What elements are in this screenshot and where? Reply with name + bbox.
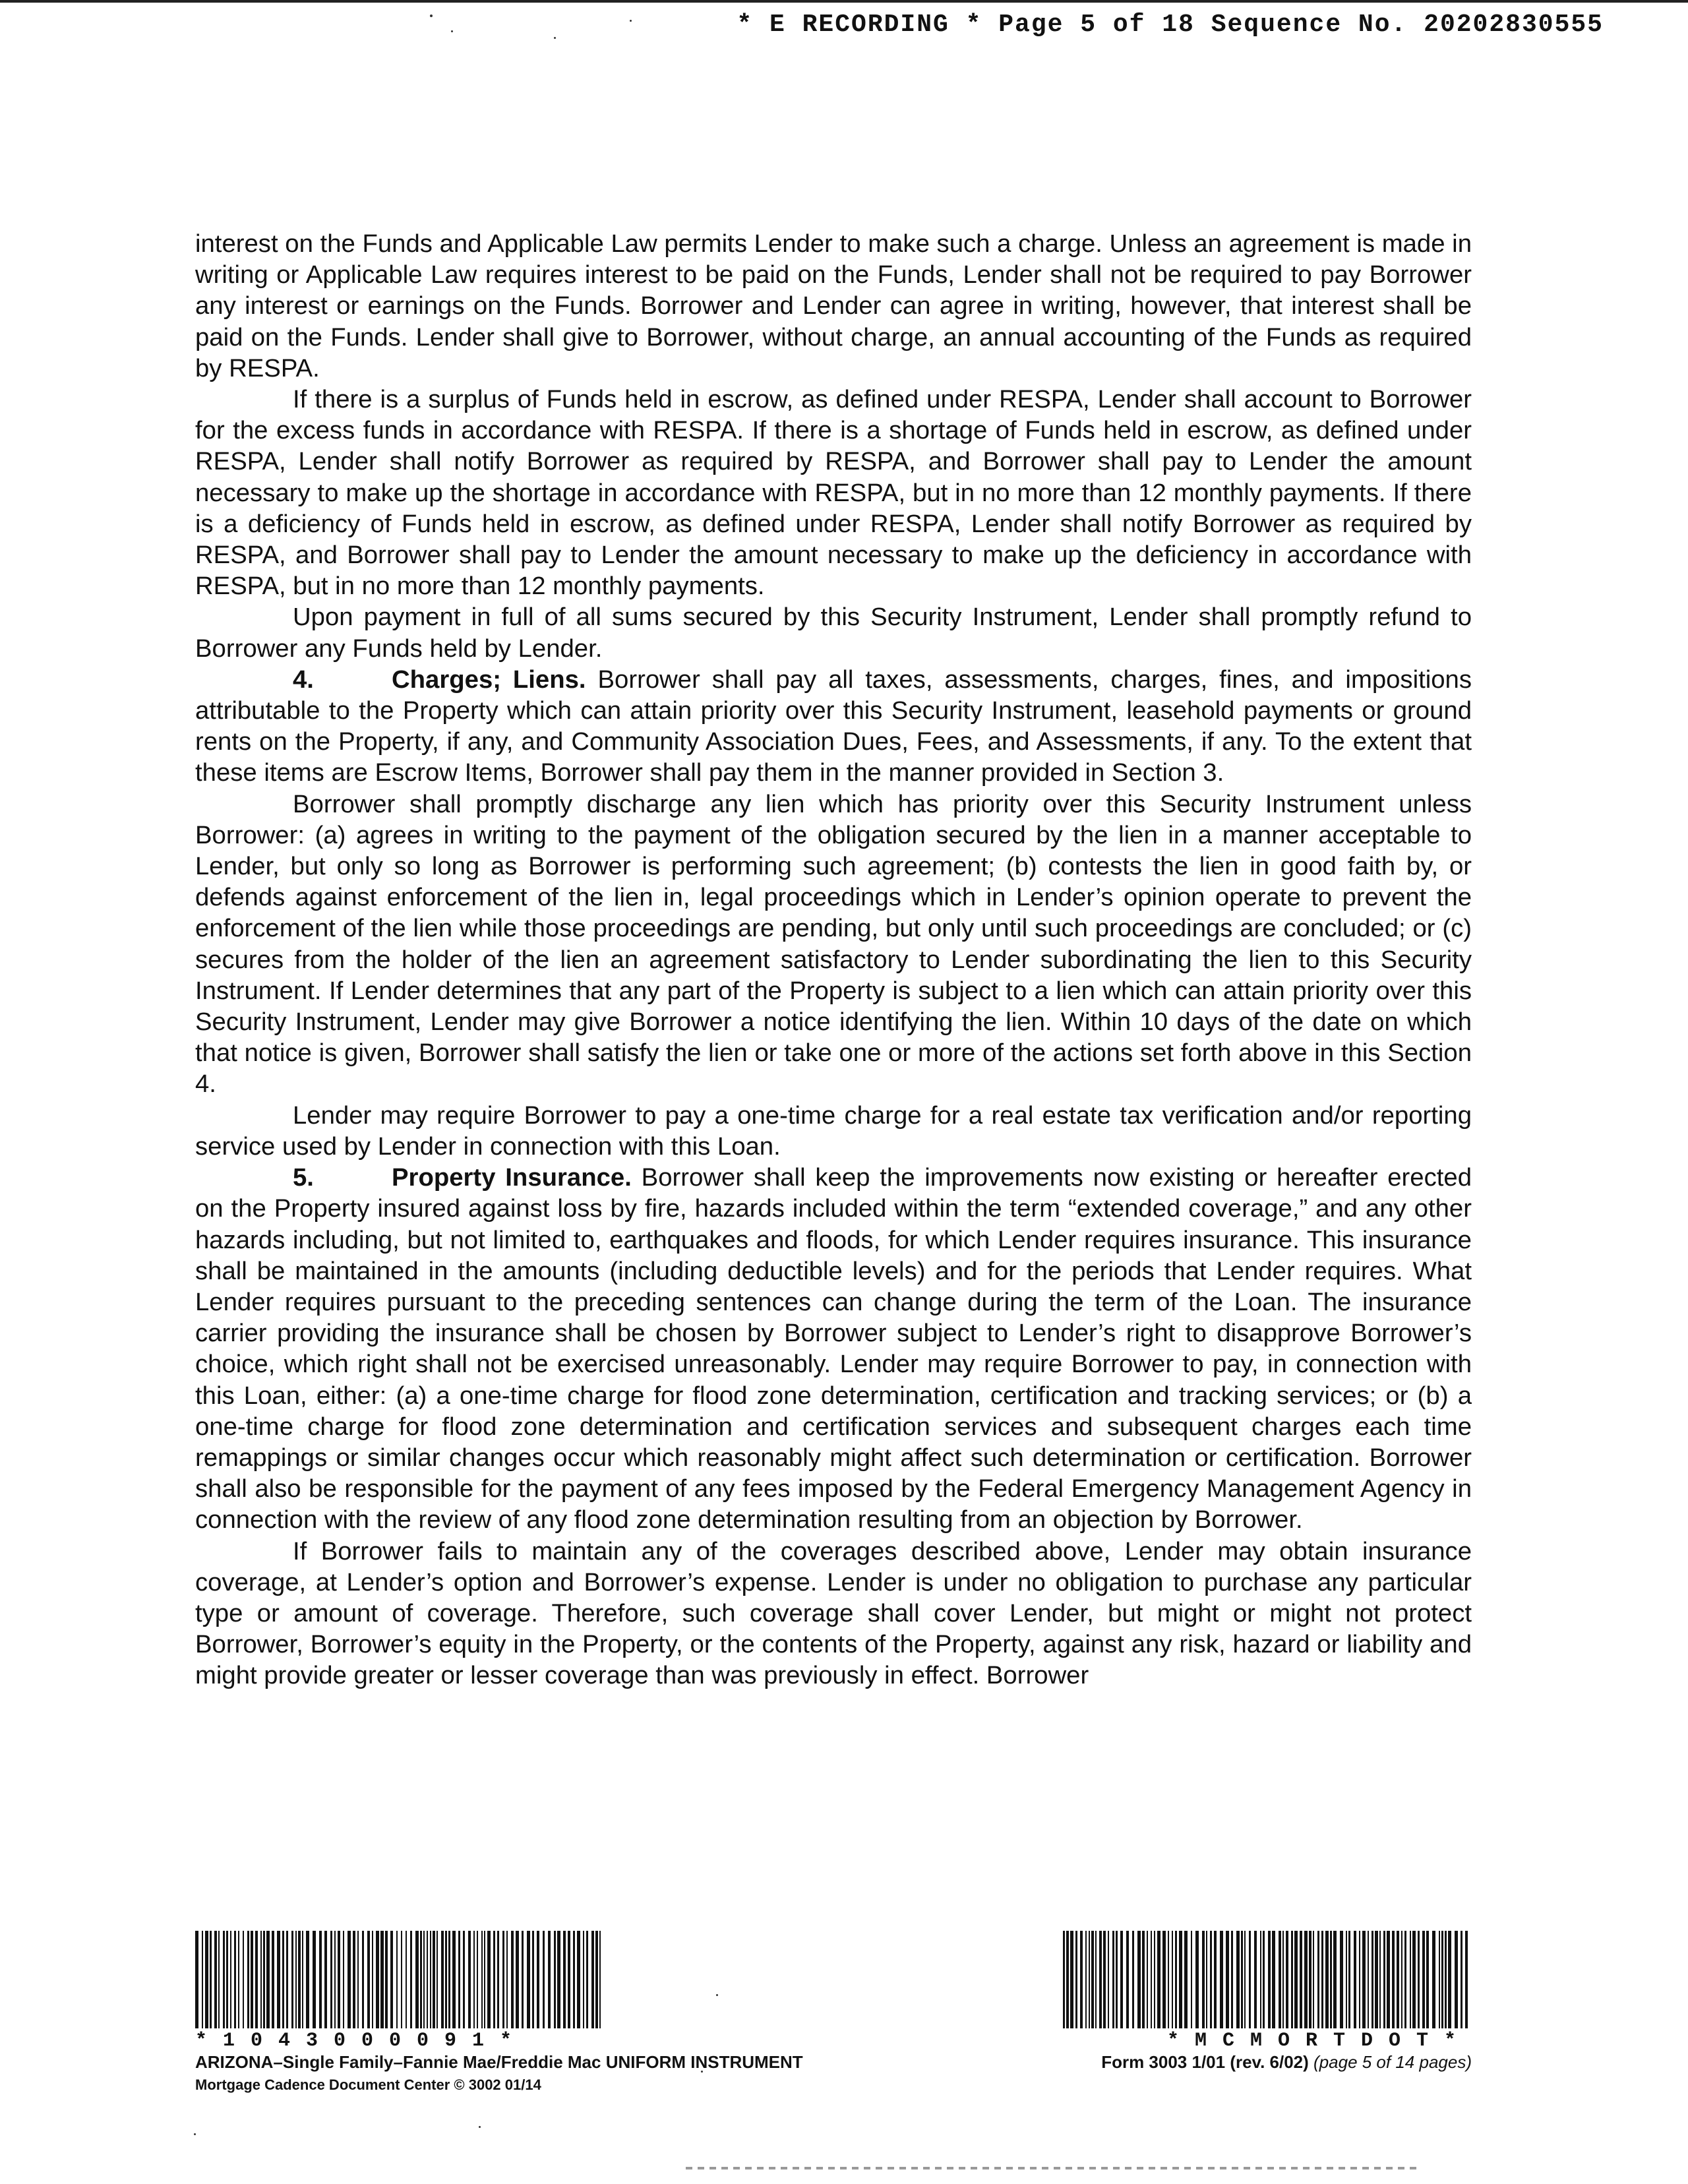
barcode-bar	[1120, 1931, 1123, 2028]
barcode-bar	[1279, 1931, 1281, 2028]
barcode-bar	[437, 1931, 438, 2028]
barcode-bar	[522, 1931, 524, 2028]
barcode-bar	[1383, 1931, 1385, 2028]
barcode-bar	[1063, 1931, 1065, 2028]
barcode-bar	[260, 1931, 262, 2028]
barcode-bar	[330, 1931, 332, 2028]
barcode-bar	[1379, 1931, 1381, 2028]
barcode-bar	[1448, 1931, 1451, 2028]
barcode-bar	[484, 1931, 485, 2028]
barcode-bar	[487, 1931, 491, 2028]
paragraph-tax-verification: Lender may require Borrower to pay a one-time charge for a real estate tax verification and/or reporting service used by Lender in connection with this Loan.	[195, 1101, 1472, 1161]
barcode-bar	[226, 1931, 228, 2028]
barcode-bar	[1147, 1931, 1148, 2028]
section-text: Borrower shall keep the improvements now existing or hereafter erected on the Property insured against loss by fire, hazards included within the term “extended coverage,” and any other hazards including, but not limited to, earthquakes and floods, for which Lender requires insurance. This insurance shall be maintained in the amounts (including deductible levels) and for the periods that Lender requires. What Lender requires pursuant to the preceding sentences can change during the term of the Loan. The insurance carrier providing the insurance shall be chosen by Borrower subject to Lender’s right to disapprove Borrower’s choice, which right shall not be exercised unreasonably. Lender may require Borrower to pay, in connection with this Loan, either: (a) a one-time charge for flood zone determination, certification and tracking services; or (b) a one-time charge for flood zone determination and certification services and subsequent charges each time remappings or similar changes occur which reasonably might affect such determination or certification. Borrower shall also be responsible for the payment of any fees imposed by the Federal Emergency Management Agency in connection with the review of any flood zone determination resulting from an objection by Borrower.	[195, 1163, 1472, 1534]
paragraph-refund: Upon payment in full of all sums secured by this Security Instrument, Lender shall promptly refund to Borrower any Funds held by Lender.	[195, 603, 1472, 663]
barcode-bar	[295, 1931, 297, 2028]
barcode-bar	[1325, 1931, 1329, 2028]
barcode-bar	[1116, 1931, 1118, 2028]
barcode-bar	[1236, 1931, 1240, 2028]
barcode-bar	[583, 1931, 584, 2028]
barcode-bar	[1321, 1931, 1323, 2028]
barcode-bar	[1346, 1931, 1347, 2028]
barcode-bar	[234, 1931, 236, 2028]
barcode-bar	[1387, 1931, 1390, 2028]
barcode-bar	[1142, 1931, 1145, 2028]
document-body	[195, 228, 1472, 1691]
barcode-bar	[1445, 1931, 1447, 2028]
barcode-bar	[563, 1931, 566, 2028]
barcode-bar	[595, 1931, 598, 2028]
barcode-bar	[527, 1931, 530, 2028]
barcode-bar	[1340, 1931, 1343, 2028]
barcode-bar	[1231, 1931, 1233, 2028]
form-number: Form 3003 1/01 (rev. 6/02)	[1101, 2052, 1309, 2072]
barcode-bar	[334, 1931, 336, 2028]
barcode-bar	[1359, 1931, 1360, 2028]
barcode-bar	[223, 1931, 225, 2028]
barcode-bar	[1348, 1931, 1350, 2028]
barcode-bar	[586, 1931, 588, 2028]
barcode-bar	[410, 1931, 412, 2028]
barcode-bar	[458, 1931, 460, 2028]
document-type-barcode-caption: *MCMORTDOT*	[1166, 2030, 1472, 2052]
barcode-bar	[1191, 1931, 1192, 2028]
barcode-bar	[1220, 1931, 1223, 2028]
barcode-bar	[205, 1931, 208, 2028]
barcode-bar	[1294, 1931, 1298, 2028]
barcode-bar	[452, 1931, 456, 2028]
barcode-bar	[277, 1931, 280, 2028]
barcode-bar	[468, 1931, 471, 2028]
barcode-bar	[573, 1931, 575, 2028]
barcode-bar	[537, 1931, 539, 2028]
barcode-bar	[306, 1931, 309, 2028]
barcode-bar	[1282, 1931, 1284, 2028]
barcode-bar	[1461, 1931, 1462, 2028]
barcode-bar	[1089, 1931, 1090, 2028]
section-heading: Property Insurance.	[392, 1163, 632, 1192]
barcode-bar	[1175, 1931, 1177, 2028]
paragraph-funds-interest: interest on the Funds and Applicable Law permits Lender to make such a charge. Unless an agreement is made in writing or Applicable Law requires interest to be paid on the Funds, Lender shall not be required to pay Borrower any interest or earnings on the Funds. Borrower and Lender can agree in writing, however, that interest shall be paid on the Funds. Lender shall give to Borrower, without charge, an annual accounting of the Funds as required by RESPA.	[195, 229, 1472, 382]
barcode-bar	[448, 1931, 450, 2028]
barcode-bar	[477, 1931, 478, 2028]
barcode-bar	[282, 1931, 284, 2028]
barcode-bar	[1184, 1931, 1188, 2028]
scan-speck	[430, 15, 433, 17]
barcode-bar	[380, 1931, 384, 2028]
loan-number-barcode-caption: *1043000091*	[195, 2030, 528, 2052]
barcode-bar	[1070, 1931, 1073, 2028]
barcode-bar	[353, 1931, 355, 2028]
section-text: Borrower shall pay all taxes, assessments, charges, fines, and impositions attributable to the Property which can attain priority over this Security Instrument, leasehold payments or ground rents on the Property, if any, and Community Association Dues, Fees, and Assessments, if any. To the extent that these items are Escrow Items, Borrower shall pay them in the manner provided in Section 3.	[195, 665, 1472, 787]
scan-speck	[194, 2133, 196, 2135]
barcode-bar	[1465, 1931, 1468, 2028]
barcode-bar	[1112, 1931, 1114, 2028]
barcode-bar	[1202, 1931, 1205, 2028]
barcode-bar	[473, 1931, 475, 2028]
barcode-bar	[396, 1931, 398, 2028]
barcode-bar	[1354, 1931, 1356, 2028]
barcode-bar	[1426, 1931, 1429, 2028]
barcode-bar	[433, 1931, 435, 2028]
barcode-bar	[1422, 1931, 1425, 2028]
barcode-bar	[497, 1931, 499, 2028]
document-type-barcode	[1063, 1931, 1472, 2028]
scan-speck	[451, 30, 453, 32]
barcode-bar	[568, 1931, 570, 2028]
barcode-bar	[1304, 1931, 1308, 2028]
barcode-bar	[372, 1931, 373, 2028]
barcode-bar	[291, 1931, 293, 2028]
recording-header: * E RECORDING * Page 5 of 18 Sequence No. 20202830555	[737, 11, 1604, 39]
barcode-bar	[1404, 1931, 1406, 2028]
barcode-bar	[1249, 1931, 1251, 2028]
paragraph-escrow-surplus: If there is a surplus of Funds held in escrow, as defined under RESPA, Lender shall account to Borrower for the excess funds in accordance with RESPA. If there is a shortage of Funds held in escrow, as defined under RESPA, Lender shall notify Borrower as required by RESPA, and Borrower shall pay to Lender the amount necessary to make up the shortage in accordance with RESPA, but in no more than 12 monthly payments. If there is a deficiency of Funds held in escrow, as defined under RESPA, Lender shall notify Borrower as required by RESPA, and Borrower shall pay to Lender the amount necessary to make up the deficiency in accordance with RESPA, but in no more than 12 monthly payments.	[195, 385, 1472, 601]
barcode-bar	[493, 1931, 495, 2028]
barcode-bar	[390, 1931, 393, 2028]
scan-speck	[554, 37, 556, 39]
top-border-line	[0, 0, 1688, 3]
barcode-bar	[1085, 1931, 1087, 2028]
barcode-bar	[591, 1931, 594, 2028]
barcode-bar	[1132, 1931, 1134, 2028]
barcode-bar	[406, 1931, 407, 2028]
barcode-bar	[338, 1931, 340, 2028]
barcode-bar	[347, 1931, 351, 2028]
barcode-bar	[1126, 1931, 1129, 2028]
paragraph-discharge-lien: Borrower shall promptly discharge any lien which has priority over this Security Instrument unless Borrower: (a) agrees in writing to the payment of the obligation secured by the lien in a manner acceptable to Lender, but only so long as Borrower is performing such agreement; (b) contests the lien in good faith by, or defends against enforcement of the lien in, legal proceedings which in Lender’s opinion operate to prevent the enforcement of the lien while those proceedings are pending, but only until such proceedings are concluded; or (c) secures from the holder of the lien an agreement satisfactory to Lender subordinating the lien to this Security Instrument. If Lender determines that any part of the Property is subject to a lien which can attain priority over this Security Instrument, Lender may give Borrower a notice identifying the lien. Within 10 days of the date on which that notice is given, Borrower shall satisfy the lien or take one or more of the actions set forth above in this Section 4.	[195, 789, 1472, 1099]
section-heading: Charges; Liens.	[392, 665, 586, 694]
barcode-bar	[1214, 1931, 1217, 2028]
barcode-bar	[516, 1931, 519, 2028]
footer-right	[1063, 1931, 1472, 2073]
barcode-bar	[423, 1931, 425, 2028]
barcode-bar	[214, 1931, 217, 2028]
barcode-bar	[243, 1931, 244, 2028]
barcode-bar	[1137, 1931, 1141, 2028]
barcode-bar	[1254, 1931, 1257, 2028]
barcode-bar	[255, 1931, 258, 2028]
barcode-bar	[376, 1931, 379, 2028]
barcode-bar	[1333, 1931, 1337, 2028]
barcode-bar	[1154, 1931, 1155, 2028]
barcode-bar	[230, 1931, 231, 2028]
barcode-bar	[1075, 1931, 1077, 2028]
barcode-bar	[1368, 1931, 1369, 2028]
barcode-bar	[1439, 1931, 1440, 2028]
barcode-bar	[1455, 1931, 1458, 2028]
barcode-bar	[1241, 1931, 1243, 2028]
barcode-bar	[1091, 1931, 1094, 2028]
barcode-bar	[1441, 1931, 1443, 2028]
barcode-bar	[502, 1931, 504, 2028]
barcode-bar	[1151, 1931, 1152, 2028]
barcode-bar	[1080, 1931, 1083, 2028]
loan-number-barcode	[195, 1931, 604, 2028]
barcode-bar	[319, 1931, 322, 2028]
barcode-bar	[1103, 1931, 1106, 2028]
paragraph-coverage-failure: If Borrower fails to maintain any of the coverages described above, Lender may obtain insurance coverage, at Lender’s option and Borrower’s expense. Lender is under no obligation to purchase any particular type or amount of coverage. Therefore, such coverage shall cover Lender, but might or might not protect Borrower, Borrower’s equity in the Property, or the contents of the Property, against any risk, hazard or liability and might provide greater or lesser coverage than was previously in effect. Borrower	[195, 1536, 1472, 1690]
barcode-bar	[511, 1931, 514, 2028]
barcode-bar	[298, 1931, 301, 2028]
barcode-bar	[1309, 1931, 1311, 2028]
barcode-bar	[343, 1931, 344, 2028]
barcode-bar	[238, 1931, 239, 2028]
barcode-bar	[1397, 1931, 1399, 2028]
barcode-bar	[1286, 1931, 1288, 2028]
barcode-bar	[251, 1931, 253, 2028]
document-center-line: Mortgage Cadence Document Center © 3002 01/14	[195, 2077, 541, 2093]
barcode-bar	[362, 1931, 364, 2028]
barcode-bar	[1179, 1931, 1182, 2028]
barcode-bar	[1300, 1931, 1302, 2028]
barcode-bar	[357, 1931, 359, 2028]
scan-speck	[479, 2126, 481, 2128]
barcode-bar	[1226, 1931, 1229, 2028]
barcode-bar	[1195, 1931, 1199, 2028]
barcode-bar	[481, 1931, 483, 2028]
scan-speck	[630, 20, 632, 22]
barcode-bar	[543, 1931, 545, 2028]
barcode-bar	[1272, 1931, 1275, 2028]
barcode-bar	[557, 1931, 560, 2028]
barcode-bar	[1108, 1931, 1109, 2028]
barcode-bar	[195, 1931, 198, 2028]
barcode-bar	[506, 1931, 508, 2028]
barcode-bar	[445, 1931, 447, 2028]
barcode-bar	[554, 1931, 556, 2028]
barcode-bar	[1066, 1931, 1069, 2028]
barcode-bar	[532, 1931, 534, 2028]
barcode-bar	[385, 1931, 388, 2028]
page-count: (page 5 of 14 pages)	[1313, 2052, 1472, 2072]
barcode-bar	[1263, 1931, 1265, 2028]
barcode-bar	[427, 1931, 428, 2028]
barcode-bar	[324, 1931, 327, 2028]
barcode-bar	[1362, 1931, 1366, 2028]
section-5-property-insurance	[195, 1162, 1472, 1535]
barcode-bar	[263, 1931, 265, 2028]
barcode-bar	[415, 1931, 419, 2028]
barcode-bar	[599, 1931, 601, 2028]
barcode-bar	[210, 1931, 212, 2028]
barcode-bar	[1260, 1931, 1261, 2028]
section-number: 5.	[293, 1163, 314, 1192]
section-4-charges-liens	[195, 664, 1472, 789]
barcode-bar	[1392, 1931, 1395, 2028]
barcode-bar	[1418, 1931, 1420, 2028]
form-number-line	[1063, 2052, 1472, 2073]
barcode-bar	[218, 1931, 220, 2028]
barcode-bar	[1372, 1931, 1373, 2028]
form-title: ARIZONA–Single Family–Fannie Mae/Freddie Mac UNIFORM INSTRUMENT	[195, 2052, 803, 2072]
barcode-bar	[1168, 1931, 1169, 2028]
barcode-bar	[247, 1931, 249, 2028]
barcode-bar	[272, 1931, 274, 2028]
footer-left	[195, 1931, 803, 2094]
section-number: 4.	[293, 665, 314, 694]
barcode-bar	[577, 1931, 580, 2028]
barcode-bar	[313, 1931, 316, 2028]
barcode-bar	[548, 1931, 551, 2028]
barcode-bar	[367, 1931, 370, 2028]
barcode-bar	[1268, 1931, 1271, 2028]
barcode-bar	[463, 1931, 465, 2028]
barcode-bar	[1095, 1931, 1097, 2028]
barcode-bar	[441, 1931, 444, 2028]
barcode-bar	[1401, 1931, 1402, 2028]
barcode-bar	[1412, 1931, 1416, 2028]
barcode-bar	[1410, 1931, 1411, 2028]
barcode-bar	[1375, 1931, 1378, 2028]
barcode-bar	[1162, 1931, 1166, 2028]
barcode-bar	[1330, 1931, 1332, 2028]
barcode-bar	[1172, 1931, 1173, 2028]
barcode-bar	[286, 1931, 288, 2028]
barcode-bar	[1313, 1931, 1314, 2028]
barcode-bar	[1210, 1931, 1212, 2028]
scan-bottom-strip	[686, 2167, 1418, 2169]
barcode-bar	[1206, 1931, 1207, 2028]
barcode-bar	[1317, 1931, 1319, 2028]
barcode-bar	[401, 1931, 402, 2028]
barcode-bar	[1432, 1931, 1435, 2028]
barcode-bar	[1099, 1931, 1102, 2028]
barcode-bar	[266, 1931, 270, 2028]
barcode-bar	[302, 1931, 303, 2028]
barcode-bar	[1244, 1931, 1246, 2028]
barcode-bar	[420, 1931, 422, 2028]
barcode-bar	[1157, 1931, 1160, 2028]
barcode-bar	[202, 1931, 203, 2028]
barcode-bar	[430, 1931, 431, 2028]
barcode-bar	[1291, 1931, 1293, 2028]
